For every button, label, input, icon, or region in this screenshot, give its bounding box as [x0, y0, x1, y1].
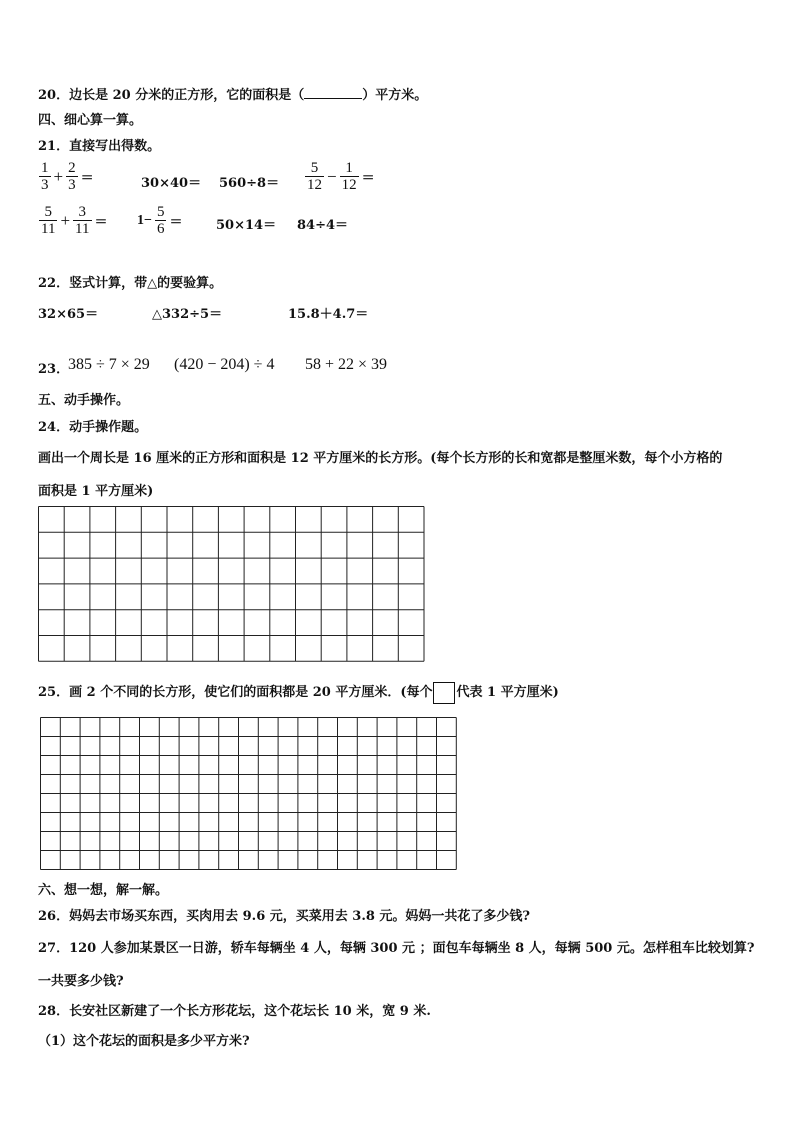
expression-1: 385 ÷ 7 × 29 — [68, 356, 150, 373]
drawing-grid-q25[interactable] — [40, 717, 460, 871]
calc-item-5 — [38, 204, 108, 237]
fraction: $\frac{3}{11}$ — [75, 204, 90, 237]
expression-prefix: 1− — [137, 212, 152, 228]
section-4-heading: 四、细心算一算。 — [38, 113, 143, 128]
calc-item-1 — [38, 160, 94, 193]
question-20 — [38, 84, 427, 103]
equals: ＝ — [169, 215, 183, 230]
operator: − — [327, 166, 337, 186]
calc-item-8: 84÷4＝ — [297, 218, 349, 233]
q20-suffix: ）平方米。 — [362, 88, 428, 103]
expression-3: 58 + 22 × 39 — [305, 356, 388, 373]
equals: ＝ — [361, 171, 375, 186]
section-5-heading: 五、动手操作。 — [38, 393, 130, 408]
fraction: $\frac{5}{6}$ — [156, 204, 165, 237]
calc-item-3: 560÷8＝ — [219, 176, 280, 191]
question-27-line-2: 一共要多少钱? — [38, 974, 124, 989]
vertical-calc-3: 15.8＋4.7＝ — [288, 307, 369, 322]
expression-2: (420 − 204) ÷ 4 — [174, 356, 275, 373]
fraction: $\frac{1}{12}$ — [341, 160, 357, 193]
q25-suffix: 代表 1 平方厘米) — [456, 685, 559, 700]
fraction: $\frac{5}{11}$ — [41, 204, 56, 237]
drawing-grid-q24[interactable] — [38, 506, 426, 664]
calc-item-2: 30×40＝ — [141, 176, 202, 191]
question-22-title: 22．竖式计算，带△的要验算。 — [38, 276, 223, 291]
question-23-label: 23． — [38, 362, 70, 377]
equals: ＝ — [80, 171, 94, 186]
vertical-calc-1: 32×65＝ — [38, 307, 99, 322]
calc-item-4 — [304, 160, 375, 193]
fraction: $\frac{1}{3}$ — [41, 160, 49, 193]
question-26: 26．妈妈去市场买东西，买肉用去 9.6 元，买菜用去 3.8 元。妈妈一共花了多少钱? — [38, 909, 531, 924]
question-24-line-1: 画出一个周长是 16 厘米的正方形和面积是 12 平方厘米的长方形。(每个长方形的长和宽都是整厘米数，每个小方格的 — [38, 451, 723, 466]
question-21-title: 21．直接写出得数。 — [38, 139, 161, 154]
answer-blank[interactable] — [304, 86, 362, 99]
fraction: $\frac{5}{12}$ — [307, 160, 322, 193]
question-24-title: 24．动手操作题。 — [38, 420, 148, 435]
question-25 — [38, 681, 559, 704]
calc-item-6 — [135, 204, 183, 237]
question-28: 28．长安社区新建了一个长方形花坛，这个花坛长 10 米，宽 9 米. — [38, 1004, 431, 1019]
question-27-line-1: 27．120 人参加某景区一日游，轿车每辆坐 4 人，每辆 300 元 ；面包车每辆坐 8 人，每辆 500 元。怎样租车比较划算? — [38, 941, 755, 956]
operator: + — [60, 210, 71, 230]
equals: ＝ — [94, 215, 108, 230]
unit-square-icon — [433, 682, 455, 704]
section-6-heading: 六、想一想，解一解。 — [38, 883, 169, 898]
calc-item-7: 50×14＝ — [216, 218, 277, 233]
fraction: $\frac{2}{3}$ — [68, 160, 76, 193]
question-28-part-1: （1）这个花坛的面积是多少平方米? — [38, 1034, 250, 1049]
operator: + — [53, 166, 64, 186]
vertical-calc-2: △332÷5＝ — [152, 307, 223, 322]
q20-prefix: 20．边长是 20 分米的正方形，它的面积是（ — [38, 88, 305, 103]
question-24-line-2: 面积是 1 平方厘米) — [38, 484, 154, 499]
q25-prefix: 25．画 2 个不同的长方形，使它们的面积都是 20 平方厘米．(每个 — [38, 685, 433, 700]
